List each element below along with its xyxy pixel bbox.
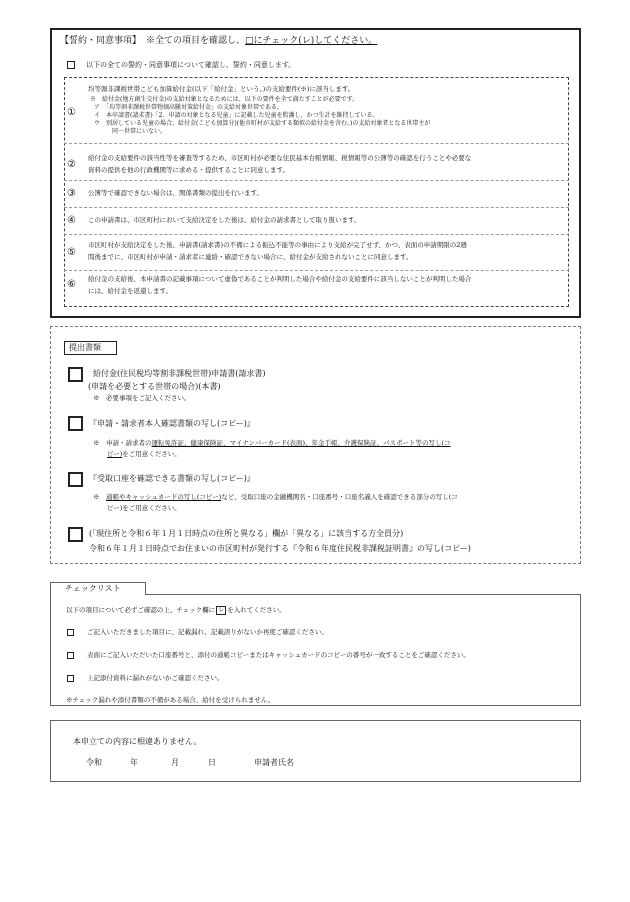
pledge-item-text: ア 「均等割非課税世帯物価高騰対策給付金」の支給対象世帯である。 (94, 104, 284, 111)
pledge-item-text: 市区町村が支給決定をした後、申請書(請求書)の不備による振込不能等の事由により支給が完了せず、かつ、表面の申請期限の2週 (88, 241, 467, 249)
item-divider (64, 207, 569, 208)
checklist-note: ※チェック漏れや添付書類の不備がある場合、給付を受けられません。 (66, 696, 275, 704)
pledge-item-number: ⑤ (67, 247, 76, 258)
pledge-item-text: 均等割非課税世帯こども加算給付金(以下「給付金」という。)の支給要件(※)に該当します。 (88, 85, 355, 93)
pledge-item-text: ウ 別居している児童の場合、給付金(こども加算分)(他市町村が支給する類似の給付金を含む。)の支給対象者となる世帯主が (94, 120, 431, 127)
doc4-checkbox[interactable] (68, 527, 83, 542)
doc3-note: ※ 通帳やキャッシュカードの写し(コピー)など、受取口座の金融機関名・口座番号・口座名義人を確認できる部分の写し(コ (93, 493, 458, 501)
pledge-item-text: 公簿等で確認できない場合は、関係書類の提出を行います。 (88, 189, 263, 197)
doc1-title: 給付金(住民税均等割非課税世帯)申請書(請求書) (93, 369, 266, 378)
item-divider (64, 180, 569, 181)
pledge-item-text: イ 本申請書(請求書)「2．申請の対象となる児童」に記載した児童を監護し、かつ生計を維持している。 (94, 112, 379, 119)
doc2-title: 『申請・請求者本人確認書類の写し(コピー)』 (89, 419, 255, 428)
pledge-item-number: ④ (67, 215, 76, 226)
checklist-item-checkbox[interactable] (67, 629, 74, 636)
item-divider (64, 143, 569, 144)
documents-heading: 提出書類 (69, 343, 101, 352)
date-day-label: 日 (208, 758, 216, 767)
date-era: 令和 (86, 758, 102, 767)
checklist-tab-label: チェックリスト (65, 584, 121, 593)
pledge-item-text: 給付金の支給要件の該当性等を審査等するため、市区町村が必要な住民基本台帳情報、税情報等の公簿等の確認を行うことや必要な (88, 154, 472, 162)
checklist-item-text: ご記入いただきました項目に、記載漏れ、記載誤りがないか再度ご確認ください。 (87, 628, 328, 636)
doc2-note-line2: ピー)をご用意ください。 (107, 450, 181, 458)
pledge-agree-checkbox[interactable] (67, 61, 75, 69)
pledge-item-number: ③ (67, 188, 76, 199)
item-divider (64, 270, 569, 271)
checklist-intro: 以下の項目について必ずご確認の上、チェック欄に レ を入れてください。 (66, 606, 286, 614)
doc2-note: ※ 申請・請求者の運転免許証、健康保険証、マイナンバーカード(表面)、年金手帳、介護保険証、パスポート等の写し(コ (93, 439, 451, 447)
date-year-label: 年 (130, 758, 138, 767)
checklist-item-checkbox[interactable] (67, 675, 74, 682)
doc3-title: 『受取口座を確認できる書類の写し(コピー)』 (89, 474, 255, 483)
applicant-name-label: 申請者氏名 (254, 758, 294, 767)
pledge-agree-label: 以下の全ての誓約・同意事項について確認し、誓約・同意します。 (86, 61, 296, 69)
declaration-text: 本申立ての内容に相違ありません。 (73, 737, 202, 746)
pledge-item-text: 同一世帯にいない。 (112, 128, 167, 135)
pledge-item-text: 給付金の支給後、本申請書の記載事項について虚偽であることが判明した場合や給付金の支給要件に該当しないことが判明した場合 (88, 275, 472, 283)
pledge-item-text: 資料の提供を他の行政機関等に求める・提供することに同意します。 (88, 166, 289, 174)
doc2-checkbox[interactable] (68, 416, 83, 431)
declaration-section (50, 720, 581, 782)
pledge-item-number: ② (67, 159, 76, 170)
pledge-instruction: ※全ての項目を確認し、□にチェック(レ)してください。 (146, 36, 378, 46)
doc3-note-line2: ピー)をご用意ください。 (107, 504, 181, 512)
doc1-checkbox[interactable] (68, 367, 83, 382)
pledge-item-number: ① (67, 107, 76, 118)
doc1-note: ※ 必要事項をご記入ください。 (93, 394, 191, 402)
doc4-line2: 令和６年１月１日時点でお住まいの市区町村が発行する『令和６年度住民税非課税証明書』の写し(コピー) (89, 544, 471, 553)
doc1-sub: (申請を必要とする世帯の場合)(本書) (88, 382, 221, 391)
check-mark-sample: レ (218, 607, 225, 614)
pledge-item-text: 間後までに、市区町村が申請・請求者に連絡・確認できない場合に、給付金が支給されないことに同意します。 (88, 253, 413, 261)
pledge-item-number: ⑥ (67, 279, 76, 290)
pledge-item-text: には、給付金を返還します。 (88, 287, 172, 295)
doc3-checkbox[interactable] (68, 472, 83, 487)
checklist-item-checkbox[interactable] (67, 652, 74, 659)
date-month-label: 月 (171, 758, 179, 767)
pledge-item-text: ※ 給付金(地方創生交付金)の支給対象となるためには、以下の要件を全て満たすことが必要です。 (90, 96, 359, 103)
pledge-item-text: この申請書は、市区町村において支給決定をした後は、給付金の請求書として取り扱います。 (88, 216, 361, 224)
item-divider (64, 234, 569, 235)
doc4-line1: (「現住所と令和６年１月１日時点の住所と異なる」欄が「異なる」に該当する方全員分) (89, 529, 404, 538)
checklist-item-text: 上記添付資料に漏れがないかご確認ください。 (87, 674, 224, 682)
checklist-item-text: 表面にご記入いただいた口座番号と、添付の通帳コピーまたはキャッシュカードのコピーの番号が一致することをご確認ください。 (87, 651, 470, 659)
pledge-heading: 【誓約・同意事項】 (60, 36, 142, 46)
